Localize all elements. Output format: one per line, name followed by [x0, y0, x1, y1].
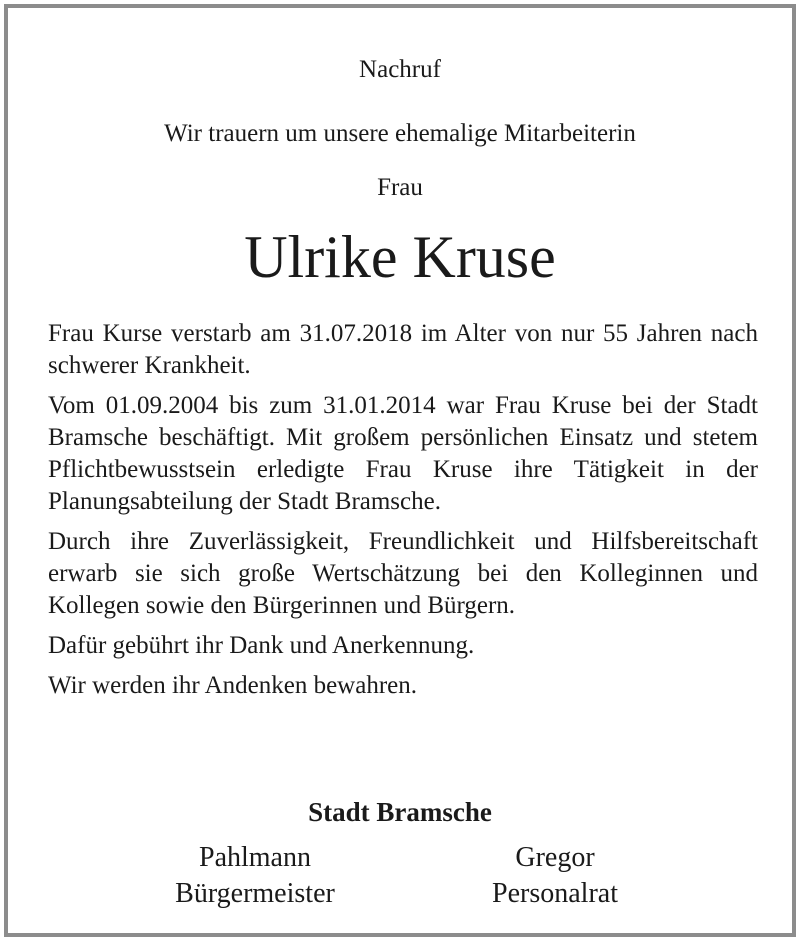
paragraph-thanks: Dafür gebührt ihr Dank und Anerkennung.: [48, 632, 475, 659]
obituary-body: [48, 318, 758, 710]
signatory-role: Bürgermeister: [175, 878, 335, 909]
intro-line: Wir trauern um unsere ehemalige Mitarbeiterin: [164, 120, 636, 147]
organization-name: Stadt Bramsche: [308, 797, 492, 827]
signatory-mayor: [120, 840, 390, 912]
paragraph-employment: Vom 01.09.2004 bis zum 31.01.2014 war Frau Kruse bei der Stadt Bramsche beschäftigt. Mit großem persönlichen Einsatz und stetem Pflichtbewusstsein erledigte Frau Kruse ihre Tätigkeit in der Planungsabteilung der Stadt Bramsche.: [48, 392, 758, 515]
signatory-role: Personalrat: [492, 878, 618, 909]
signatory-name: Gregor: [515, 842, 595, 873]
paragraph-appreciation: Durch ihre Zuverlässigkeit, Freundlichkeit und Hilfsbereitschaft erwarb sie sich große Wertschätzung bei den Kolleginnen und Kollegen sowie den Bürgerinnen und Bürgern.: [48, 528, 758, 619]
signatory-name: Pahlmann: [199, 842, 311, 873]
paragraph-death-notice: Frau Kurse verstarb am 31.07.2018 im Alter von nur 55 Jahren nach schwerer Krankheit.: [48, 320, 758, 379]
deceased-name: Ulrike Kruse: [244, 224, 556, 290]
obituary-frame: [4, 4, 796, 937]
obituary-content: [8, 8, 792, 933]
salutation: Frau: [377, 174, 423, 201]
paragraph-remembrance: Wir werden ihr Andenken bewahren.: [48, 672, 417, 699]
obituary-heading: Nachruf: [359, 56, 441, 83]
signatory-staff-council: [420, 840, 690, 912]
